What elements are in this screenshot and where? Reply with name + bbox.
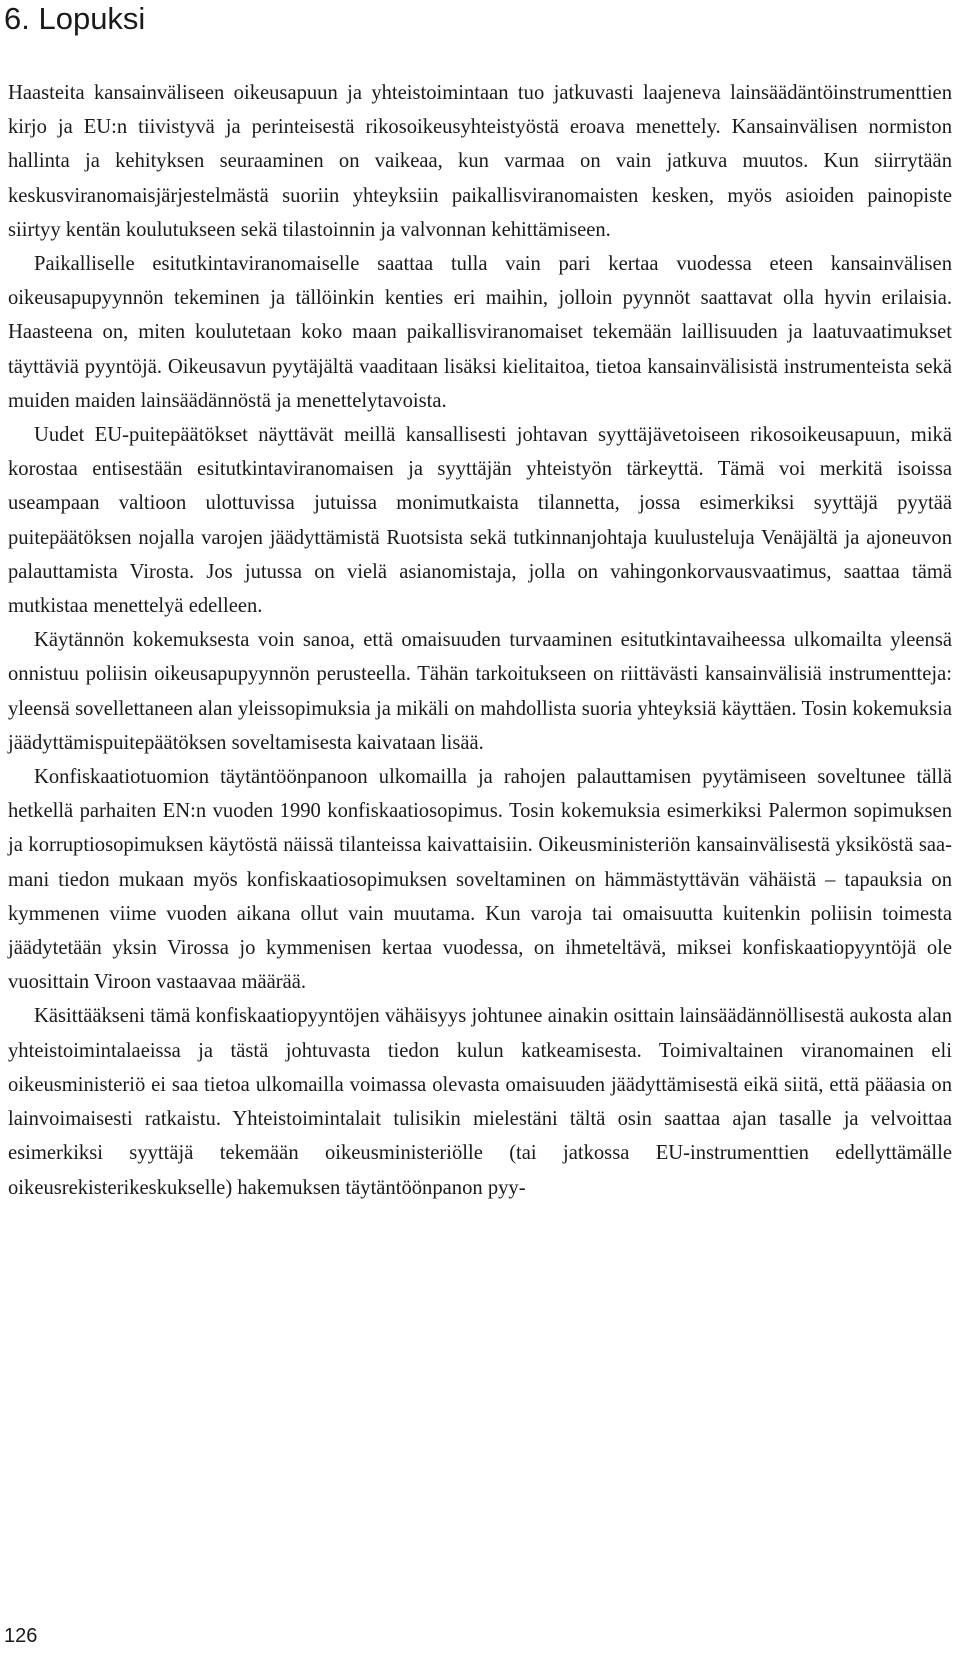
section-heading: 6. Lopuksi: [4, 1, 146, 36]
paragraph: Paikalliselle esitutkintaviranomaiselle saattaa tulla vain pari kertaa vuodessa eteen kansainvälisen oikeusapupyynnön tekeminen ja tällöinkin kenties eri maihin, jolloin pyynnöt saattavat olla hyvin erilaisia. Haasteena on, miten koulutetaan koko maan paikallisviranomaiset tekemään laillisuuden ja laatuvaatimukset täyttäviä pyyntöjä. Oikeusavun pyytäjältä vaaditaan lisäksi kielitaitoa, tietoa kansainvälisistä instrumenteista sekä muiden maiden lainsäädännöstä ja menettelytavoista.: [8, 253, 952, 412]
paragraph: Haasteita kansainväliseen oikeusapuun ja yhteistoimintaan tuo jatkuvasti laajeneva lainsäädäntöinstrumenttien kirjo ja EU:n tiivistyvä ja perinteisestä rikosoikeusyhteistyöstä eroava menettely. Kansainvälisen normiston hallinta ja kehityksen seuraaminen on vaikeaa, kun varmaa on vain jatkuva muutos. Kun siirrytään keskusviranomaisjärjestelmästä suoriin yhteyksiin paikallisviranomaisten kesken, myös asioiden painopiste siirtyy kentän koulutukseen sekä tilastoinnin ja valvonnan kehittämiseen.: [8, 82, 952, 241]
paragraph: Käytännön kokemuksesta voin sanoa, että omaisuuden turvaaminen esitutkintavaiheessa ulkomailta yleensä onnistuu poliisin oikeusapupyynnön perusteella. Tähän tarkoitukseen on riittävästi kansainvälisiä instrumentteja: yleensä sovellettaneen alan yleissopimuksia ja mikäli on mahdollista suoria yhteyksiä käyttäen. Tosin kokemuksia jäädyttämispuitepäätöksen soveltamisesta kaivataan lisää.: [8, 629, 952, 754]
paragraph: Uudet EU-puitepäätökset näyttävät meillä kansallisesti johtavan syyttäjävetoiseen rikosoikeusapuun, mikä korostaa entisestään esitutkintaviranomaisen ja syyttäjän yhteistyön tärkeyttä. Tämä voi merkitä isoissa useampaan valtioon ulottuvissa jutuissa monimutkaista tilannetta, jossa esimerkiksi syyttäjä pyytää puitepäätöksen nojalla varojen jäädyttämistä Ruotsista sekä tutkinnanjohtaja kuulusteluja Venäjältä ja ajoneuvon palauttamista Virosta. Jos jutussa on vielä asianomistaja, jolla on vahingonkorvausvaatimus, saattaa tämä mutkistaa menettelyä edelleen.: [8, 424, 952, 618]
paragraph: Konfiskaatiotuomion täytäntöönpanoon ulkomailla ja rahojen palauttamisen pyytämiseen soveltunee tällä hetkellä parhaiten EN:n vuoden 1990 konfiskaatiosopimus. Tosin kokemuksia esimerkiksi Palermon sopimuksen ja korruptiosopimuksen käytöstä näissä tilanteissa kaivattaisiin. Oikeusministeriön kansainvälisestä yksiköstä saamani tiedon mukaan myös konfiskaatiosopimuksen soveltaminen on hämmästyttävän vähäistä – tapauksia on kymmenen viime vuoden aikana ollut vain muutama. Kun varoja tai omaisuutta kuitenkin poliisin toimesta jäädytetään yksin Virossa jo kymmenisen kertaa vuodessa, on ihmeteltävä, miksei konfiskaatiopyyntöjä ole vuosittain Viroon vastaavaa määrää.: [8, 766, 952, 994]
page-number: 126: [4, 1625, 38, 1647]
body-text: [8, 76, 952, 1205]
paragraph: Käsittääkseni tämä konfiskaatiopyyntöjen vähäisyys johtunee ainakin osittain lainsäädännöllisestä aukosta alan yhteistoimintalaeissa ja tästä johtuvasta tiedon kulun katkeamisesta. Toimivaltainen viranomainen eli oikeusministeriö ei saa tietoa ulkomailla voimassa olevasta omaisuuden jäädyttämisestä eikä siitä, että pääasia on lainvoimaisesti ratkaistu. Yhteistoimintalait tulisikin mielestäni tältä osin saattaa ajan tasalle ja velvoittaa esimerkiksi syyttäjä tekemään oikeusministeriölle (tai jatkossa EU-instrumenttien edellyttämälle oikeusrekisterikeskukselle) hakemuksen täytäntöönpanon pyy-: [8, 1005, 952, 1199]
